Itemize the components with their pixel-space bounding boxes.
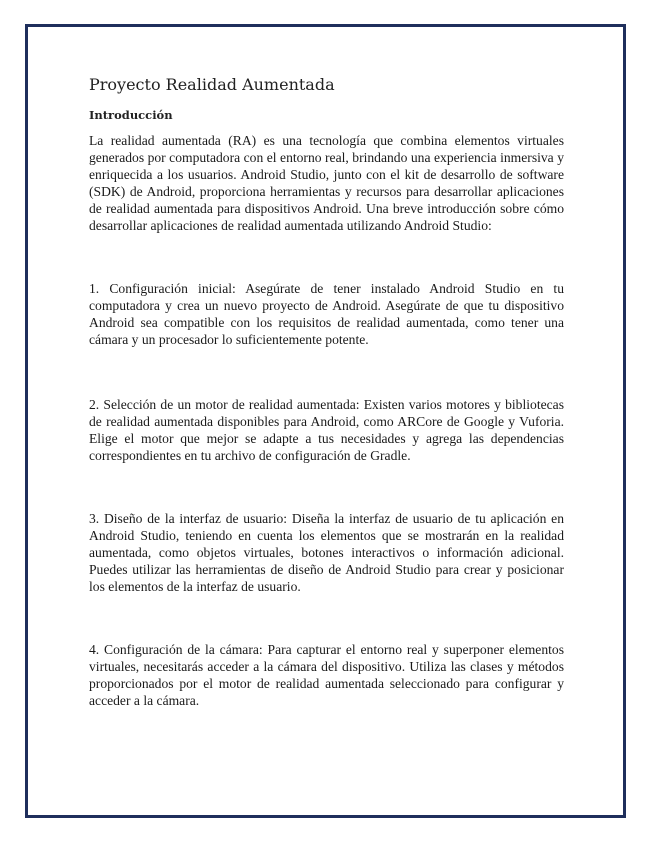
paragraph-step-3: 3. Diseño de la interfaz de usuario: Diseña la interfaz de usuario de tu aplicación en Android Studio, teniendo en cuenta los elementos que se mostrarán en la realidad aumentada, como objetos virtuales, botones interactivos o información adicional. Puedes utilizar las herramientas de diseño de Android Studio para crear y posicionar los elementos de la interfaz de usuario. bbox=[89, 511, 564, 594]
document-body bbox=[89, 74, 564, 709]
paragraph-step-1: 1. Configuración inicial: Asegúrate de tener instalado Android Studio en tu computadora y crea un nuevo proyecto de Android. Asegúrate de que tu dispositivo Android sea compatible con los requisitos de realidad aumentada, como tener una cámara y un procesador lo suficientemente potente. bbox=[89, 281, 564, 347]
paragraph-step-2: 2. Selección de un motor de realidad aumentada: Existen varios motores y bibliotecas de realidad aumentada disponibles para Android, como ARCore de Google y Vuforia. Elige el motor que mejor se adapte a tus necesidades y agrega las dependencias correspondientes en tu archivo de configuración de Gradle. bbox=[89, 397, 564, 463]
document-title: Proyecto Realidad Aumentada bbox=[89, 75, 335, 94]
paragraph-introduction: La realidad aumentada (RA) es una tecnología que combina elementos virtuales generados por computadora con el entorno real, brindando una experiencia inmersiva y enriquecida a los usuarios. Android Studio, junto con el kit de desarrollo de software (SDK) de Android, proporciona herramientas y recursos para desarrollar aplicaciones de realidad aumentada para dispositivos Android. Una breve introducción sobre cómo desarrollar aplicaciones de realidad aumentada utilizando Android Studio: bbox=[89, 133, 564, 233]
paragraph-step-4: 4. Configuración de la cámara: Para capturar el entorno real y superponer elementos virtuales, necesitarás acceder a la cámara del dispositivo. Utiliza las clases y métodos proporcionados por el motor de realidad aumentada seleccionado para configurar y acceder a la cámara. bbox=[89, 642, 564, 708]
section-heading-introduction: Introducción bbox=[89, 108, 173, 122]
